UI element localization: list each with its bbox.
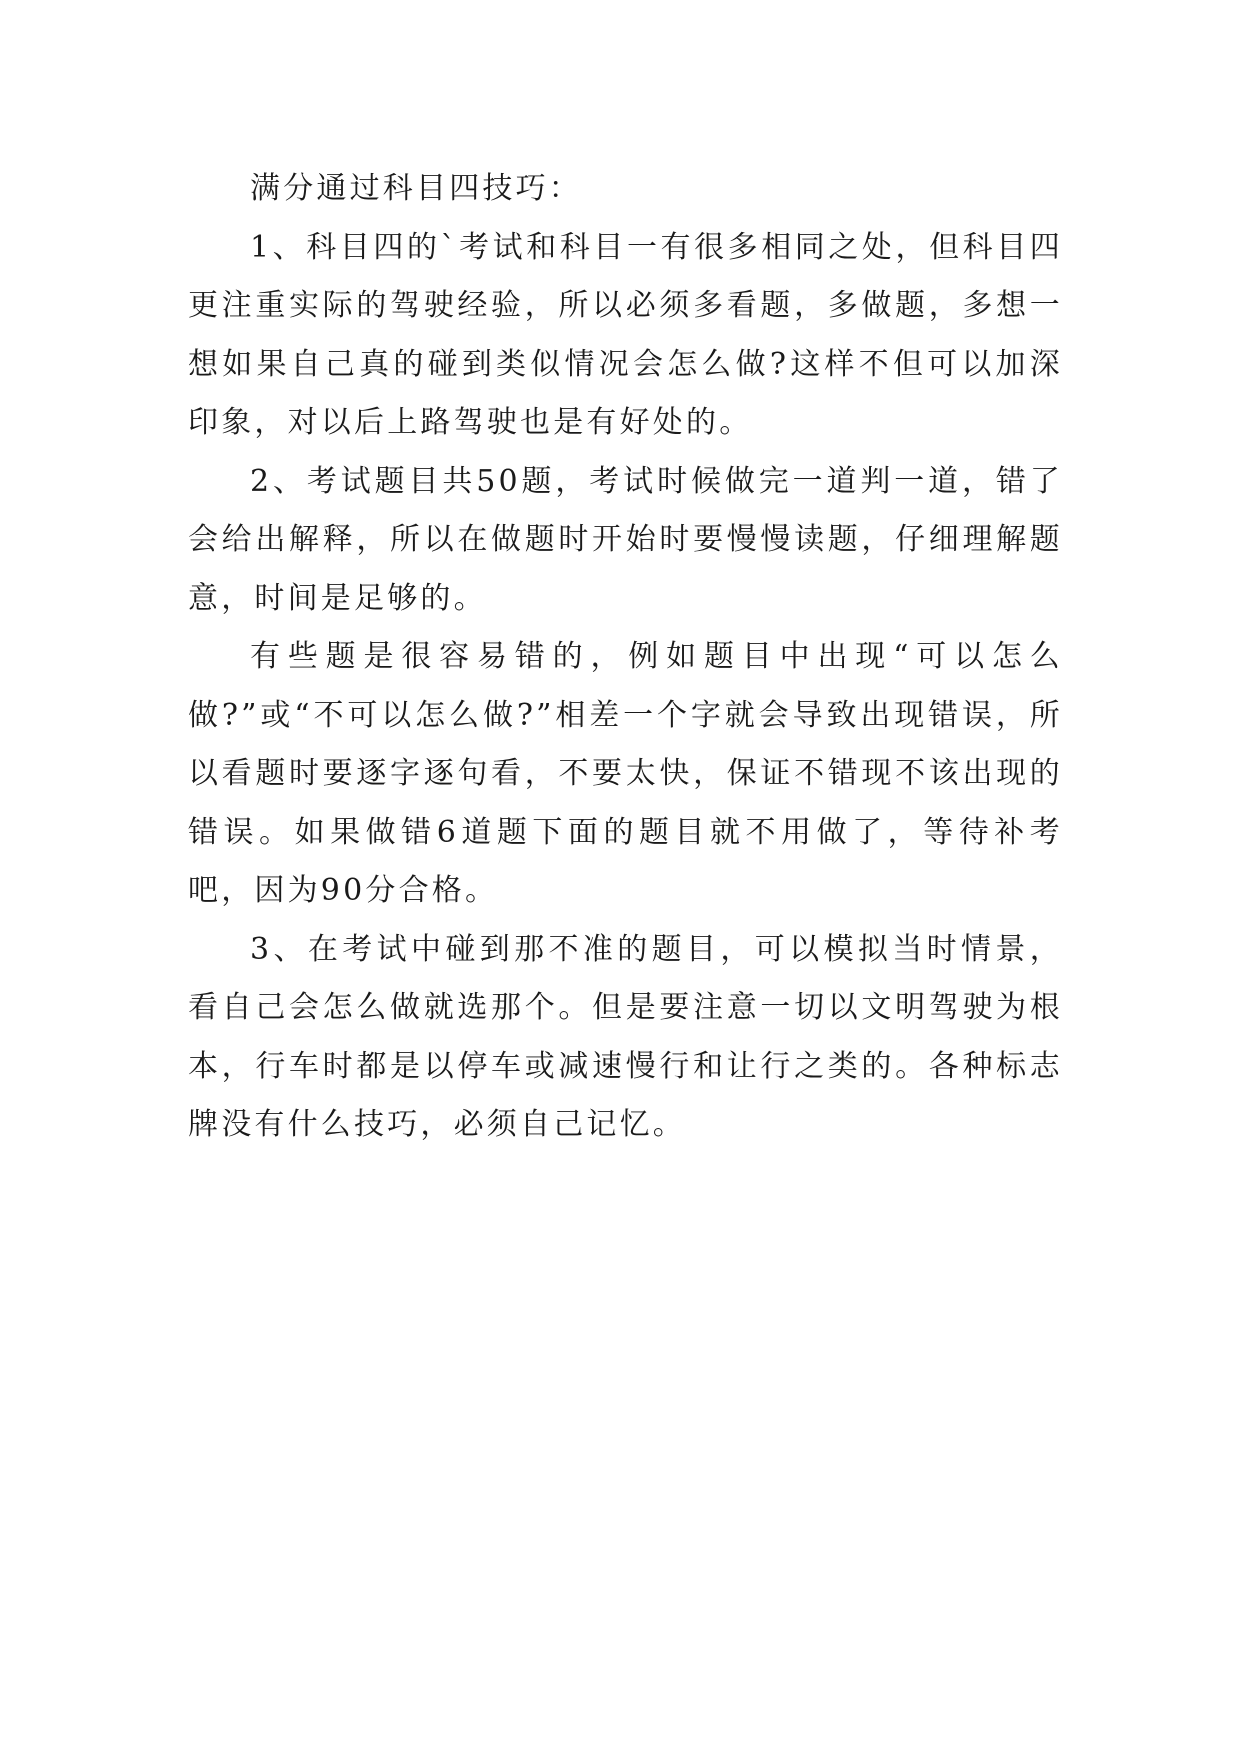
- document-heading: 满分通过科目四技巧：: [250, 171, 582, 206]
- paragraph-tip-1: 1、科目四的`考试和科目一有很多相同之处，但科目四更注重实际的驾驶经验，所以必须多看题，多做题，多想一想如果自己真的碰到类似情况会怎么做?这样不但可以加深印象，对以后上路驾驶也是有好处的。: [188, 229, 1063, 440]
- paragraph-tip-2-note: 有些题是很容易错的，例如题目中出现“可以怎么做?”或“不可以怎么做?”相差一个字就会导致出现错误，所以看题时要逐字逐句看，不要太快，保证不错现不该出现的错误。如果做错6道题下面的题目就不用做了，等待补考吧，因为90分合格。: [188, 639, 1063, 908]
- document-body: [188, 160, 1063, 1155]
- paragraph-tip-2: 2、考试题目共50题，考试时候做完一道判一道，错了会给出解释，所以在做题时开始时要慢慢读题，仔细理解题意，时间是足够的。: [188, 463, 1063, 616]
- paragraph-tip-3: 3、在考试中碰到那不准的题目，可以模拟当时情景，看自己会怎么做就选那个。但是要注意一切以文明驾驶为根本，行车时都是以停车或减速慢行和让行之类的。各种标志牌没有什么技巧，必须自己记忆。: [188, 931, 1063, 1142]
